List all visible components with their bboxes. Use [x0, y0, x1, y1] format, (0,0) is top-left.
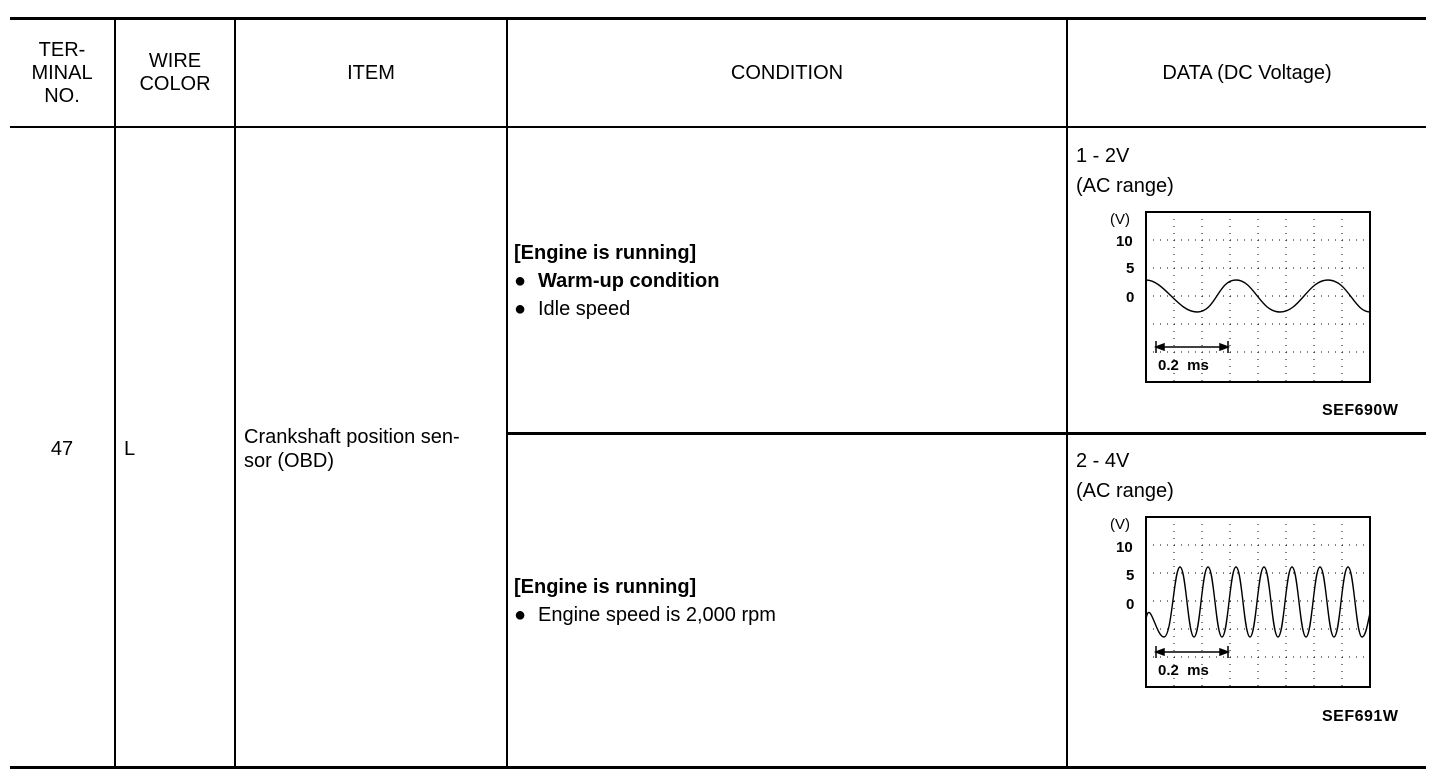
column-divider-2 — [234, 19, 236, 767]
header-item-label: ITEM — [347, 61, 395, 84]
scope-2-unit: (V) — [1110, 516, 1130, 533]
scope-1-code: SEF690W — [1322, 402, 1399, 419]
table-bottom-rule — [10, 766, 1426, 769]
scope-1-waveform — [1146, 280, 1370, 312]
condition-2 — [514, 573, 1054, 629]
header-terminal-line-3: NO. — [44, 84, 80, 107]
data-1-voltage-value: 1 - 2V — [1076, 145, 1130, 167]
header-terminal-line-1: TER- — [38, 38, 86, 61]
oscilloscope-2 — [1090, 509, 1390, 695]
header-terminal-line-2: MINAL — [31, 61, 93, 84]
data-1-voltage — [1076, 141, 1174, 201]
scope-2-tick-0: 0 — [1126, 596, 1135, 613]
item-line-2: sor (OBD) — [244, 450, 334, 472]
scope-2-time-marker — [1156, 646, 1228, 658]
header-data-label: DATA (DC Voltage) — [1162, 61, 1332, 84]
oscilloscope-1 — [1090, 204, 1390, 390]
header-bottom-rule — [10, 126, 1426, 128]
scope-1-unit: (V) — [1110, 211, 1130, 228]
data-2-voltage — [1076, 446, 1174, 506]
scope-2-code: SEF691W — [1322, 708, 1399, 725]
column-divider-4 — [1066, 19, 1068, 767]
condition-1-item-2-text: Idle speed — [538, 298, 631, 320]
condition-row-divider — [507, 432, 1426, 435]
scope-1-tick-5: 5 — [1126, 260, 1135, 277]
condition-1-item-2 — [514, 295, 1054, 323]
condition-1-item-1-text: Warm-up condition — [538, 270, 720, 292]
column-divider-3 — [506, 19, 508, 767]
bullet-icon: ● — [514, 270, 527, 292]
scope-2-tick-10: 10 — [1116, 539, 1133, 556]
scope-1-time-marker — [1156, 341, 1228, 353]
data-2-voltage-value: 2 - 4V — [1076, 450, 1130, 472]
scope-1-time-label: 0.2 ms — [1158, 357, 1209, 374]
condition-2-item-1-text: Engine speed is 2,000 rpm — [538, 604, 776, 626]
condition-2-item-1 — [514, 601, 1054, 629]
header-data — [1068, 20, 1426, 126]
header-item — [236, 20, 506, 126]
column-divider-1 — [114, 19, 116, 767]
condition-2-title: [Engine is running] — [514, 576, 697, 598]
data-1-range: (AC range) — [1076, 175, 1174, 197]
bullet-icon: ● — [514, 298, 527, 320]
wire-color-value: L — [124, 438, 136, 460]
header-wire-color — [116, 20, 234, 126]
header-wire-line-2: COLOR — [139, 73, 211, 95]
item-line-1: Crankshaft position sen- — [244, 426, 460, 448]
item-description — [244, 425, 506, 473]
terminal-number: 47 — [50, 438, 74, 460]
bullet-icon: ● — [514, 604, 527, 626]
header-terminal-no — [10, 20, 114, 126]
scope-2-time-label: 0.2 ms — [1158, 662, 1209, 679]
header-wire-line-1: WIRE — [148, 50, 202, 72]
data-2-range: (AC range) — [1076, 480, 1174, 502]
header-condition-label: CONDITION — [730, 61, 844, 84]
header-condition — [508, 20, 1066, 126]
condition-1-item-1 — [514, 267, 1054, 295]
scope-1-tick-0: 0 — [1126, 289, 1135, 306]
scope-1-tick-10: 10 — [1116, 233, 1133, 250]
scope-2-tick-5: 5 — [1126, 567, 1135, 584]
condition-1 — [514, 239, 1054, 323]
condition-1-title: [Engine is running] — [514, 242, 697, 264]
